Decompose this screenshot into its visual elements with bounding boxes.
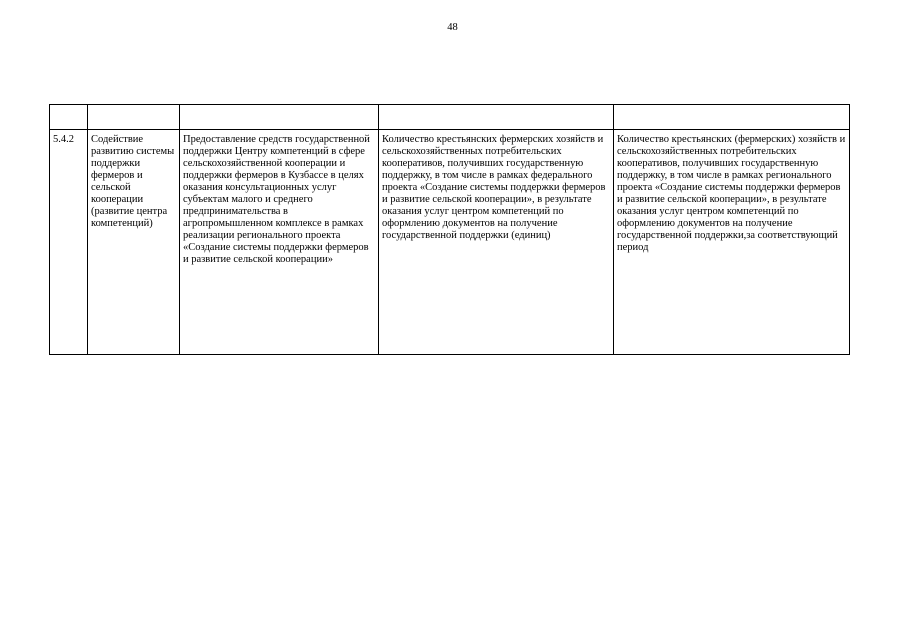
table-cell-empty [614, 105, 850, 130]
page-number: 48 [447, 22, 458, 33]
table-row [50, 130, 850, 355]
row-indicator-cell: Количество крестьянских фермерских хозяйств и сельскохозяйственных потребительских кооперативов, получивших государственную поддержку, в том числе в рамках федерального проекта «Создание системы поддержки фермеров и развитие сельской кооперации», в результате оказания услуг центром компетенций по оформлению документов на получение государственной поддержки (единиц) [379, 130, 614, 355]
row-code-cell: 5.4.2 [50, 130, 88, 355]
document-table [49, 104, 850, 355]
row-description-cell: Предоставление средств государственной поддержки Центру компетенций в сфере сельскохозяйственной кооперации и поддержки фермеров в Кузбассе в целях оказания консультационных услуг субъектам малого и среднего предпринимательства в агропромышленном комплексе в рамках реализации регионального проекта «Создание системы поддержки фермеров и развитие сельской кооперации» [180, 130, 379, 355]
table-cell-empty [88, 105, 180, 130]
table-cell-empty [180, 105, 379, 130]
row-name-cell: Содействие развитию системы поддержки фермеров и сельской кооперации (развитие центра компетенций) [88, 130, 180, 355]
row-method-cell: Количество крестьянских (фермерских) хозяйств и сельскохозяйственных потребительских кооперативов, получивших государственную поддержку, в том числе в рамках регионального проекта «Создание системы поддержки фермеров и развитие сельской кооперации», в результате оказания услуг центром компетенций по оформлению документов на получение государственной поддержки,за соответствующий период [614, 130, 850, 355]
table-header-row [50, 105, 850, 130]
table-cell-empty [50, 105, 88, 130]
table-cell-empty [379, 105, 614, 130]
